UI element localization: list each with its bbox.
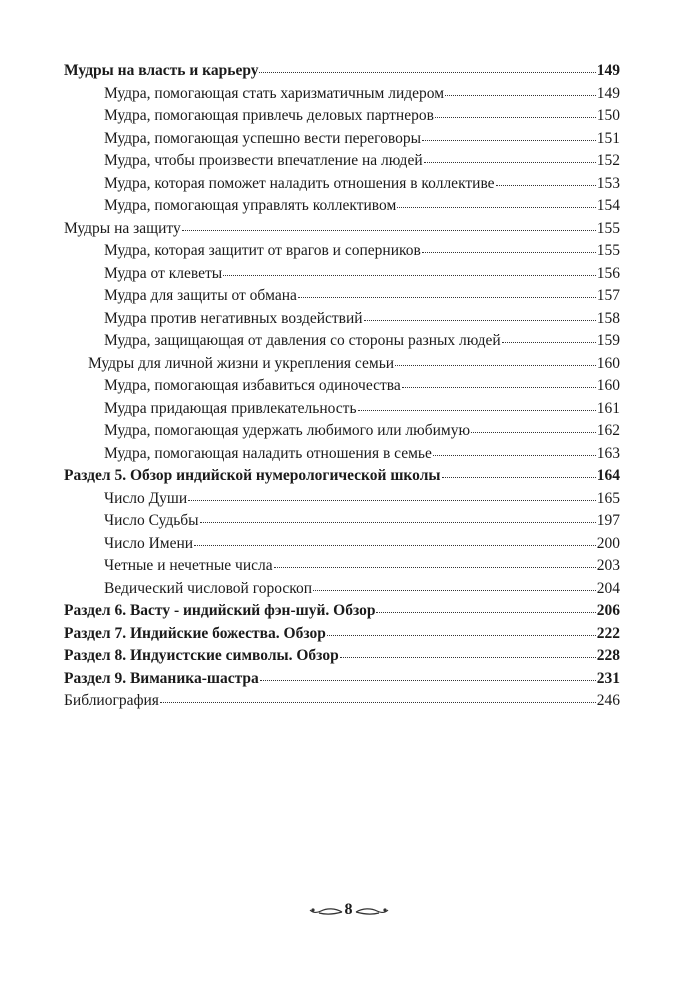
toc-leader-dots xyxy=(298,297,596,298)
toc-leader-dots xyxy=(259,72,595,73)
toc-entry xyxy=(64,600,620,623)
toc-leader-dots xyxy=(358,410,596,411)
toc-entry-page: 151 xyxy=(596,129,620,147)
toc-entry xyxy=(64,488,620,511)
toc-entry xyxy=(64,173,620,196)
toc-entry xyxy=(64,510,620,533)
toc-entry-page: 149 xyxy=(596,84,620,102)
toc-entry-title: Мудра, которая поможет наладить отношения в коллективе xyxy=(104,174,495,192)
toc-entry-title: Мудра, защищающая от давления со стороны разных людей xyxy=(104,332,501,349)
toc-entry xyxy=(64,555,620,578)
toc-entry-page: 161 xyxy=(596,399,620,417)
toc-entry-page: 165 xyxy=(596,489,620,507)
page-footer xyxy=(0,896,697,926)
toc-leader-dots xyxy=(397,207,595,208)
toc-entry-title: Мудры для личной жизни и укрепления семьи xyxy=(88,354,395,372)
toc-entry xyxy=(64,420,620,443)
toc-entry xyxy=(64,375,620,398)
page-number: 8 xyxy=(344,901,353,918)
toc-entry xyxy=(64,690,620,713)
toc-leader-dots xyxy=(182,230,596,231)
toc-entry xyxy=(64,195,620,218)
toc-entry-title: Раздел 5. Обзор индийской нумерологической школы xyxy=(64,467,441,484)
toc-leader-dots xyxy=(194,545,596,546)
toc-entry-title: Мудра, помогающая удержать любимого или любимую xyxy=(104,422,471,439)
toc-leader-dots xyxy=(223,275,596,276)
toc-entry-title: Мудра, чтобы произвести впечатление на людей xyxy=(104,152,423,169)
toc-entry xyxy=(64,218,620,241)
toc-leader-dots xyxy=(502,342,596,343)
toc-entry-page: 228 xyxy=(596,647,620,664)
toc-entry xyxy=(64,105,620,128)
toc-entry xyxy=(64,398,620,421)
toc-leader-dots xyxy=(435,117,596,118)
toc-entry-page: 149 xyxy=(596,62,620,79)
toc-entry xyxy=(64,353,620,376)
toc-entry xyxy=(64,623,620,646)
toc-entry-title: Мудра, помогающая управлять коллективом xyxy=(104,197,397,214)
toc-entry-page: 246 xyxy=(596,692,620,709)
toc-entry-title: Мудра придающая привлекательность xyxy=(104,399,357,417)
toc-entry xyxy=(64,330,620,353)
toc-entry xyxy=(64,240,620,263)
toc-leader-dots xyxy=(471,432,596,433)
toc-entry-title: Число Души xyxy=(104,489,188,507)
toc-entry-title: Мудра, помогающая стать харизматичным лидером xyxy=(104,84,445,102)
toc-leader-dots xyxy=(422,252,596,253)
toc-leader-dots xyxy=(313,590,596,591)
toc-entry-title: Мудры на защиту xyxy=(64,219,181,237)
toc-entry xyxy=(64,128,620,151)
toc-entry-title: Число Судьбы xyxy=(104,512,199,529)
toc-entry-title: Мудра, помогающая избавиться одиночества xyxy=(104,377,401,394)
toc-leader-dots xyxy=(496,185,596,186)
toc-entry-title: Библиография xyxy=(64,692,159,709)
toc-entry-title: Мудра, помогающая успешно вести переговоры xyxy=(104,129,422,147)
toc-leader-dots xyxy=(422,140,596,141)
toc-leader-dots xyxy=(395,365,596,366)
toc-entry xyxy=(64,83,620,106)
toc-entry xyxy=(64,60,620,83)
toc-entry-page: 154 xyxy=(596,197,620,214)
right-ornament-icon xyxy=(355,905,389,917)
toc-entry-page: 153 xyxy=(596,174,620,192)
toc-entry-title: Раздел 6. Васту - индийский фэн-шуй. Обзор xyxy=(64,602,376,619)
toc-entry-title: Раздел 8. Индуистские символы. Обзор xyxy=(64,647,339,664)
left-ornament-icon xyxy=(309,905,343,917)
toc-leader-dots xyxy=(160,702,596,703)
toc-entry-page: 156 xyxy=(596,264,620,282)
toc-entry-page: 206 xyxy=(596,602,620,619)
toc-entry-page: 150 xyxy=(596,107,620,124)
table-of-contents xyxy=(64,60,620,713)
toc-entry xyxy=(64,668,620,691)
toc-leader-dots xyxy=(274,567,596,568)
toc-entry-title: Мудра, помогающая привлечь деловых партнеров xyxy=(104,107,434,124)
toc-entry-page: 155 xyxy=(596,219,620,237)
toc-entry-title: Ведический числовой гороскоп xyxy=(104,579,312,597)
toc-entry-page: 162 xyxy=(596,422,620,439)
toc-entry-title: Мудра, помогающая наладить отношения в семье xyxy=(104,444,432,462)
toc-entry-page: 160 xyxy=(596,354,620,372)
toc-leader-dots xyxy=(260,680,596,681)
toc-entry-page: 222 xyxy=(596,624,620,642)
toc-entry-page: 160 xyxy=(596,377,620,394)
toc-leader-dots xyxy=(433,455,596,456)
toc-entry-title: Мудра против негативных воздействий xyxy=(104,309,363,327)
toc-entry xyxy=(64,150,620,173)
toc-entry-page: 203 xyxy=(596,557,620,574)
toc-entry-page: 163 xyxy=(596,444,620,462)
toc-entry xyxy=(64,285,620,308)
toc-entry-page: 158 xyxy=(596,309,620,327)
toc-entry-page: 157 xyxy=(596,287,620,304)
toc-entry-page: 204 xyxy=(596,579,620,597)
toc-entry xyxy=(64,443,620,466)
toc-leader-dots xyxy=(200,522,596,523)
toc-entry-page: 231 xyxy=(596,669,620,687)
toc-leader-dots xyxy=(442,477,596,478)
toc-entry xyxy=(64,533,620,556)
toc-leader-dots xyxy=(445,95,596,96)
toc-leader-dots xyxy=(424,162,596,163)
toc-entry-title: Мудра от клеветы xyxy=(104,264,223,282)
toc-entry-page: 164 xyxy=(596,467,620,484)
toc-entry-title: Раздел 7. Индийские божества. Обзор xyxy=(64,624,326,642)
toc-entry-page: 159 xyxy=(596,332,620,349)
toc-leader-dots xyxy=(364,320,596,321)
toc-entry-title: Мудра, которая защитит от врагов и соперников xyxy=(104,242,421,259)
toc-leader-dots xyxy=(327,635,596,636)
toc-leader-dots xyxy=(376,612,595,613)
toc-entry-title: Раздел 9. Виманика-шастра xyxy=(64,669,259,687)
toc-entry-title: Мудра для защиты от обмана xyxy=(104,287,297,304)
toc-entry xyxy=(64,263,620,286)
toc-entry xyxy=(64,465,620,488)
toc-entry-title: Четные и нечетные числа xyxy=(104,557,273,574)
toc-entry-page: 155 xyxy=(596,242,620,259)
toc-leader-dots xyxy=(340,657,596,658)
toc-entry-page: 200 xyxy=(596,534,620,552)
toc-entry-page: 197 xyxy=(596,512,620,529)
toc-entry-page: 152 xyxy=(596,152,620,169)
toc-entry xyxy=(64,308,620,331)
toc-leader-dots xyxy=(188,500,596,501)
toc-leader-dots xyxy=(402,387,596,388)
toc-entry xyxy=(64,578,620,601)
toc-entry xyxy=(64,645,620,668)
toc-entry-title: Мудры на власть и карьеру xyxy=(64,62,259,79)
toc-entry-title: Число Имени xyxy=(104,534,194,552)
